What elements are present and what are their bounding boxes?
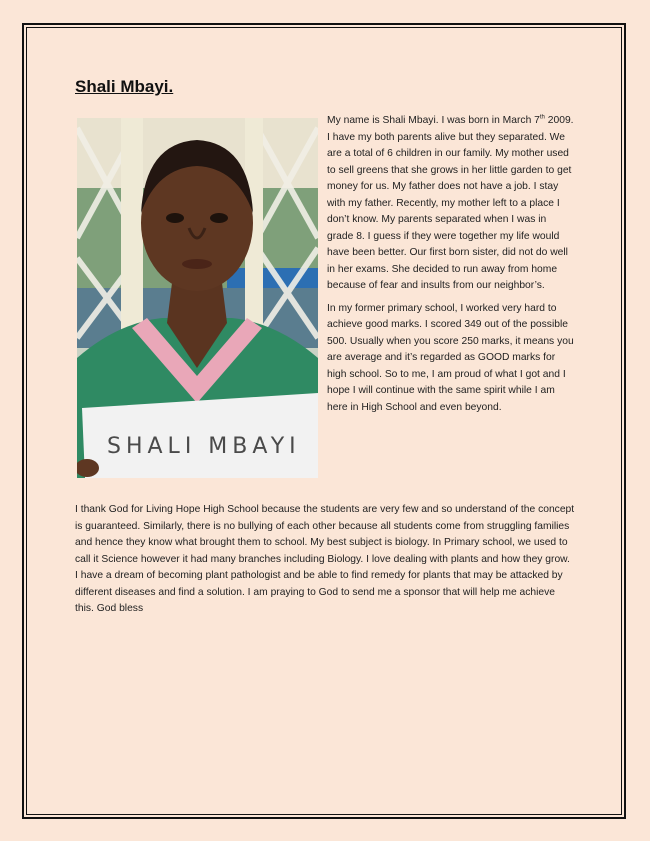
paragraph-family-rest: 2009. I have my both parents alive but they separated. We are a total of 6 children in our family. My mother used to sell greens that she grows in her little garden to get money for us. My father does not have a job. I stay with my father. Recently, my mother left to a place I don’t know. My parents separated when I was in grade 8. I guess if they were together my life would have been better. Our first born sister, did not do well in her exams. She decided to run away from home because of fear and insults from our neighbor’s. bbox=[327, 115, 574, 291]
sign-text: SHALI MBAYI bbox=[107, 434, 301, 459]
student-photo-illustration bbox=[77, 118, 318, 478]
date-suffix: th bbox=[539, 114, 545, 121]
page-title: Shali Mbayi. bbox=[75, 77, 174, 96]
student-photo bbox=[77, 118, 318, 478]
paragraph-family bbox=[327, 113, 575, 295]
side-text-column bbox=[327, 113, 575, 422]
paragraph-family-start: My name is Shali Mbayi. I was born in March 7 bbox=[327, 115, 540, 126]
paragraph-school: In my former primary school, I worked very hard to achieve good marks. I scored 349 out of the possible 500. Usually when you score 250 marks, it means you are average and it’s regarded as GOOD marks for high school. So to me, I am proud of what I got and I hope I will continue with the same spirit while I am here in High School and even beyond. bbox=[327, 302, 574, 413]
paragraph-gratitude: I thank God for Living Hope High School because the students are very few and so understand of the concept is guaranteed. Similarly, there is no bullying of each other because all students come from struggling families and hence they know what brought them to school. My best subject is biology. In Primary school, we used to call it Science however it had many branches including Biology. I love dealing with plants and how they grow. I have a dream of becoming plant pathologist and be able to find remedy for plants that may be attacked by different diseases and find a solution. I am praying to God to send me a sponsor that will help me achieve this. God bless bbox=[75, 504, 575, 614]
